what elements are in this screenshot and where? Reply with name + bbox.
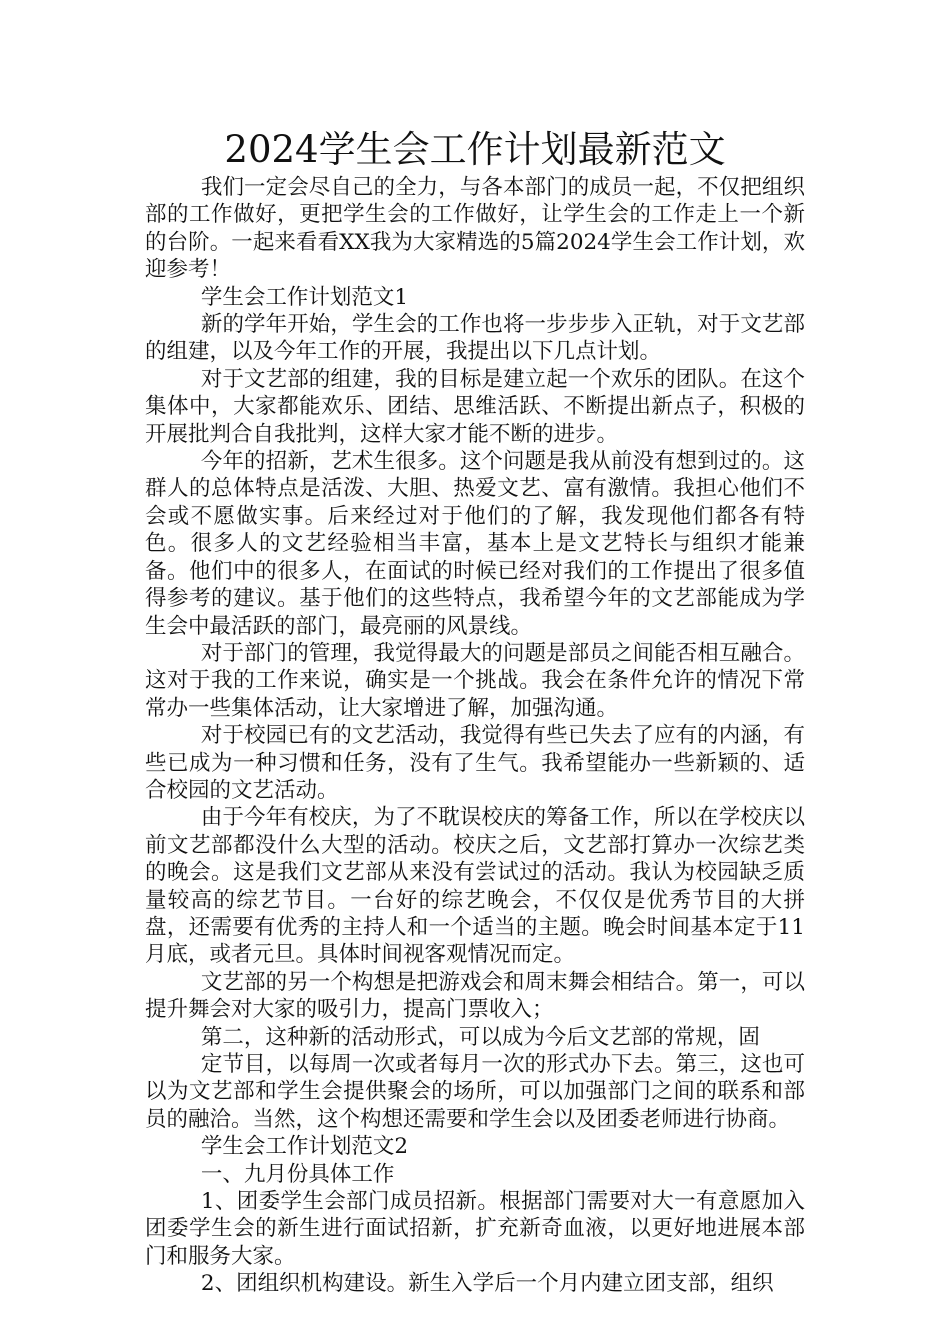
list-item: 2、团组织机构建设。新生入学后一个月内建立团支部，组织 — [200, 1271, 774, 1297]
subsection-heading: 一、九月份具体工作 — [200, 1161, 395, 1187]
paragraph: 文艺部的另一个构想是把游戏会和周末舞会相结合。第一，可以提升舞会对大家的吸引力，提高门票收入； — [145, 969, 805, 1023]
paragraph: 定节目，以每周一次或者每月一次的形式办下去。第三，这也可以为文艺部和学生会提供聚会的场所，可以加强部门之间的联系和部员的融洽。当然，这个构想还需要和学生会以及团委老师进行协商。 — [145, 1052, 805, 1132]
paragraph: 对于校园已有的文艺活动，我觉得有些已失去了应有的内涵，有些已成为一种习惯和任务，没有了生气。我希望能办一些新颖的、适合校园的文艺活动。 — [145, 723, 805, 803]
document-body — [145, 174, 805, 1298]
paragraph: 对于文艺部的组建，我的目标是建立起一个欢乐的团队。在这个集体中，大家都能欢乐、团结、思维活跃、不断提出新点子，积极的开展批判合自我批判，这样大家才能不断的进步。 — [145, 366, 805, 447]
document-title: 2024学生会工作计划最新范文 — [224, 128, 726, 171]
paragraph: 对于部门的管理，我觉得最大的问题是部员之间能否相互融合。这对于我的工作来说，确实是一个挑战。我会在条件允许的情况下常常办一些集体活动，让大家增进了解，加强沟通。 — [145, 640, 805, 721]
section-heading-2: 学生会工作计划范文2 — [200, 1134, 409, 1160]
paragraph: 第二，这种新的活动形式，可以成为今后文艺部的常规，固 — [200, 1024, 760, 1050]
section-heading-1: 学生会工作计划范文1 — [200, 284, 409, 310]
paragraph-intro: 我们一定会尽自己的全力，与各本部门的成员一起，不仅把组织部的工作做好，更把学生会的工作做好，让学生会的工作走上一个新的台阶。一起来看看XX我为大家精选的5篇2024学生会工作计划，欢迎参考！ — [145, 175, 805, 283]
paragraph: 由于今年有校庆，为了不耽误校庆的筹备工作，所以在学校庆以前文艺部都没什么大型的活动。校庆之后，文艺部打算办一次综艺类的晚会。这是我们文艺部从来没有尝试过的活动。我认为校园缺乏质量较高的综艺节目。一台好的综艺晚会，不仅仅是优秀节目的大拼盘，还需要有优秀的主持人和一个适当的主题。晚会时间基本定于11月底，或者元旦。具体时间视客观情况而定。 — [145, 805, 805, 968]
paragraph: 新的学年开始，学生会的工作也将一步步步入正轨，对于文艺部的组建，以及今年工作的开展，我提出以下几点计划。 — [145, 312, 805, 365]
paragraph: 今年的招新，艺术生很多。这个问题是我从前没有想到过的。这群人的总体特点是活泼、大胆、热爱文艺、富有激情。我担心他们不会或不愿做实事。后来经过对于他们的了解，我发现他们都各有特色。很多人的文艺经验相当丰富，基本上是文艺特长与组织才能兼备。他们中的很多人，在面试的时候已经对我们的工作提出了很多值得参考的建议。基于他们的这些特点，我希望今年的文艺部能成为学生会中最活跃的部门，最亮丽的风景线。 — [145, 449, 805, 639]
list-item: 1、团委学生会部门成员招新。根据部门需要对大一有意愿加入团委学生会的新生进行面试招新，扩充新奇血液，以更好地进展本部门和服务大家。 — [145, 1189, 805, 1269]
